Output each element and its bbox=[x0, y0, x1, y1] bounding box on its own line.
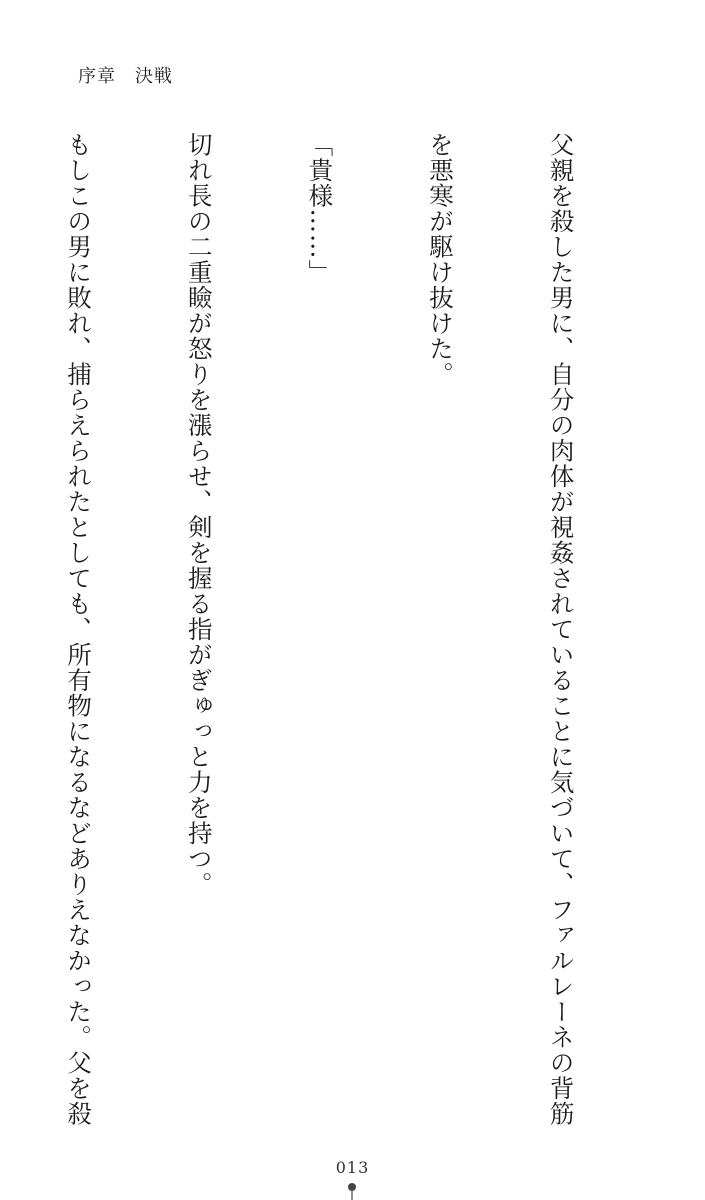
body-line: もしこの男に敗れ、捕らえられたとしても、所有物になるなどありえなかった。父を殺 bbox=[64, 132, 94, 1127]
running-head: 序章 決戦 bbox=[78, 66, 173, 87]
page-number: 013 bbox=[335, 1158, 370, 1177]
body-line: 切れ長の二重瞼が怒りを漲らせ、剣を握る指がぎゅっと力を持つ。 bbox=[184, 132, 214, 897]
body-line: 父親を殺した男に、自分の肉体が視姦されていることに気づいて、ファルレーネの背筋 bbox=[546, 132, 576, 1127]
body-text bbox=[0, 132, 661, 1127]
body-line: 「貴様……」 bbox=[305, 132, 335, 285]
body-line: を悪寒が駆け抜けた。 bbox=[425, 132, 455, 387]
pin-dot-icon bbox=[347, 1182, 357, 1200]
